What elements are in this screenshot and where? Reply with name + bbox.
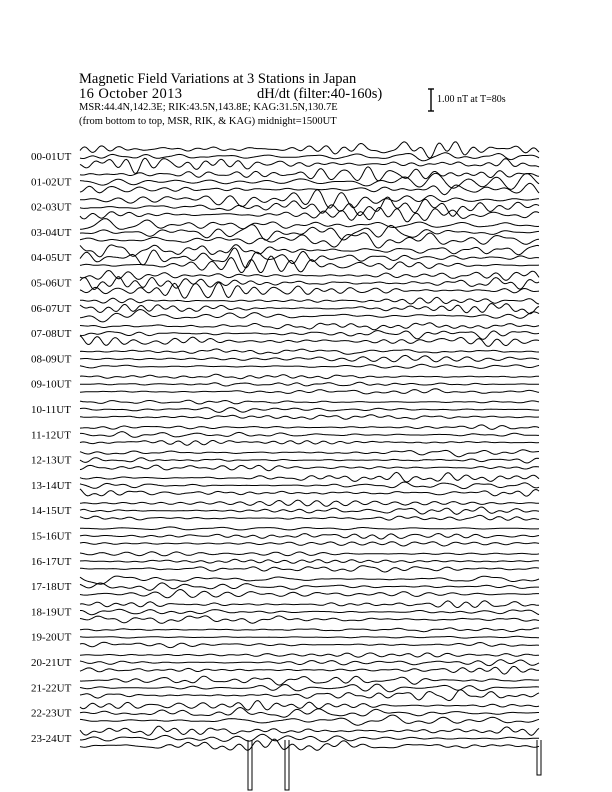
hour-label: 02-03UT	[31, 201, 72, 214]
hour-label: 17-18UT	[31, 581, 72, 594]
hour-label: 18-19UT	[31, 606, 72, 619]
trace-rik	[80, 660, 539, 666]
hour-label: 01-02UT	[31, 176, 72, 189]
trace-kag	[80, 701, 539, 711]
hour-label: 10-11UT	[31, 404, 71, 416]
trace-kag	[80, 500, 539, 506]
hour-label: 07-08UT	[31, 328, 72, 341]
trace-msr	[80, 515, 539, 520]
hour-label: 22-23UT	[31, 707, 72, 720]
trace-msr	[80, 208, 539, 222]
trace-msr	[80, 489, 539, 496]
trace-kag	[80, 628, 539, 632]
trace-msr	[80, 364, 539, 368]
trace-msr	[80, 336, 539, 347]
trace-rik	[80, 153, 539, 161]
trace-msr	[80, 441, 539, 446]
hour-label: 11-12UT	[31, 429, 71, 442]
trace-rik	[80, 583, 539, 590]
trace-kag	[80, 219, 539, 230]
trace-kag	[80, 323, 539, 330]
trace-rik	[80, 684, 539, 692]
trace-rik	[80, 304, 539, 314]
trace-msr	[80, 666, 539, 674]
hour-label: 00-01UT	[31, 151, 72, 163]
trace-msr	[80, 739, 539, 750]
trace-kag	[80, 601, 539, 608]
trace-msr	[80, 690, 539, 701]
trace-rik	[80, 355, 539, 361]
trace-kag	[80, 450, 539, 457]
station-coordinates: MSR:44.4N,142.3E; RIK:43.5N,143.8E; KAG:31.5N,130.7E	[79, 102, 338, 113]
spike-excursion	[537, 740, 541, 775]
trace-kag	[80, 726, 539, 735]
trace-kag	[80, 552, 539, 556]
trace-msr	[80, 233, 539, 248]
trace-rik	[80, 559, 539, 563]
trace-msr	[80, 389, 539, 394]
trace-kag	[80, 576, 539, 584]
trace-kag	[80, 297, 539, 304]
trace-kag	[80, 472, 539, 482]
trace-rik	[80, 482, 539, 489]
trace-msr	[80, 183, 539, 194]
hour-label: 05-06UT	[31, 277, 72, 290]
hour-label: 04-05UT	[31, 252, 72, 265]
hour-label: 15-16UT	[31, 530, 72, 543]
trace-rik	[80, 609, 539, 615]
trace-rik	[80, 331, 539, 340]
trace-kag	[80, 167, 539, 181]
chart-title: Magnetic Field Variations at 3 Stations in Japan	[79, 71, 357, 87]
chart-date: 16 October 2013	[79, 86, 183, 102]
trace-msr	[80, 465, 539, 471]
trace-msr	[80, 283, 539, 299]
trace-kag	[80, 374, 539, 379]
trace-rik	[80, 534, 539, 540]
chart-quantity: dH/dt (filter:40-160s)	[257, 86, 383, 102]
trace-msr	[80, 590, 539, 598]
hour-label: 21-22UT	[31, 682, 72, 695]
trace-kag	[80, 400, 539, 404]
trace-rik	[80, 277, 539, 290]
trace-msr	[80, 415, 539, 420]
trace-rik	[80, 408, 539, 413]
trace-msr	[80, 616, 539, 623]
trace-rik	[80, 708, 539, 718]
trace-kag	[80, 425, 539, 430]
hour-label: 19-20UT	[31, 631, 72, 644]
trace-rik	[80, 458, 539, 463]
trace-msr	[80, 642, 539, 647]
trace-msr	[80, 158, 539, 173]
trace-rik	[80, 636, 539, 638]
hour-label: 14-15UT	[31, 505, 72, 518]
hour-label: 09-10UT	[31, 378, 72, 391]
hour-label: 08-09UT	[31, 353, 72, 366]
station-order-note: (from bottom to top, MSR, RIK, & KAG) midnight=1500UT	[79, 116, 337, 127]
hour-label: 20-21UT	[31, 657, 72, 669]
trace-rik	[80, 382, 539, 386]
hour-label: 23-24UT	[31, 732, 72, 745]
trace-msr	[80, 542, 539, 546]
trace-kag	[80, 527, 539, 530]
trace-kag	[80, 245, 539, 257]
trace-kag	[80, 349, 539, 354]
hour-label: 16-17UT	[31, 555, 72, 568]
hour-label: 03-04UT	[31, 226, 72, 239]
trace-rik	[80, 432, 539, 438]
hour-label: 12-13UT	[31, 454, 72, 467]
trace-kag	[80, 676, 539, 685]
trace-kag	[80, 653, 539, 657]
hour-label: 13-14UT	[31, 479, 72, 492]
trace-msr	[80, 566, 539, 572]
hour-label: 06-07UT	[31, 302, 72, 315]
scale-label: 1.00 nT at T=80s	[437, 94, 506, 105]
trace-kag	[80, 271, 539, 281]
trace-msr	[80, 715, 539, 725]
trace-rik	[80, 507, 539, 514]
